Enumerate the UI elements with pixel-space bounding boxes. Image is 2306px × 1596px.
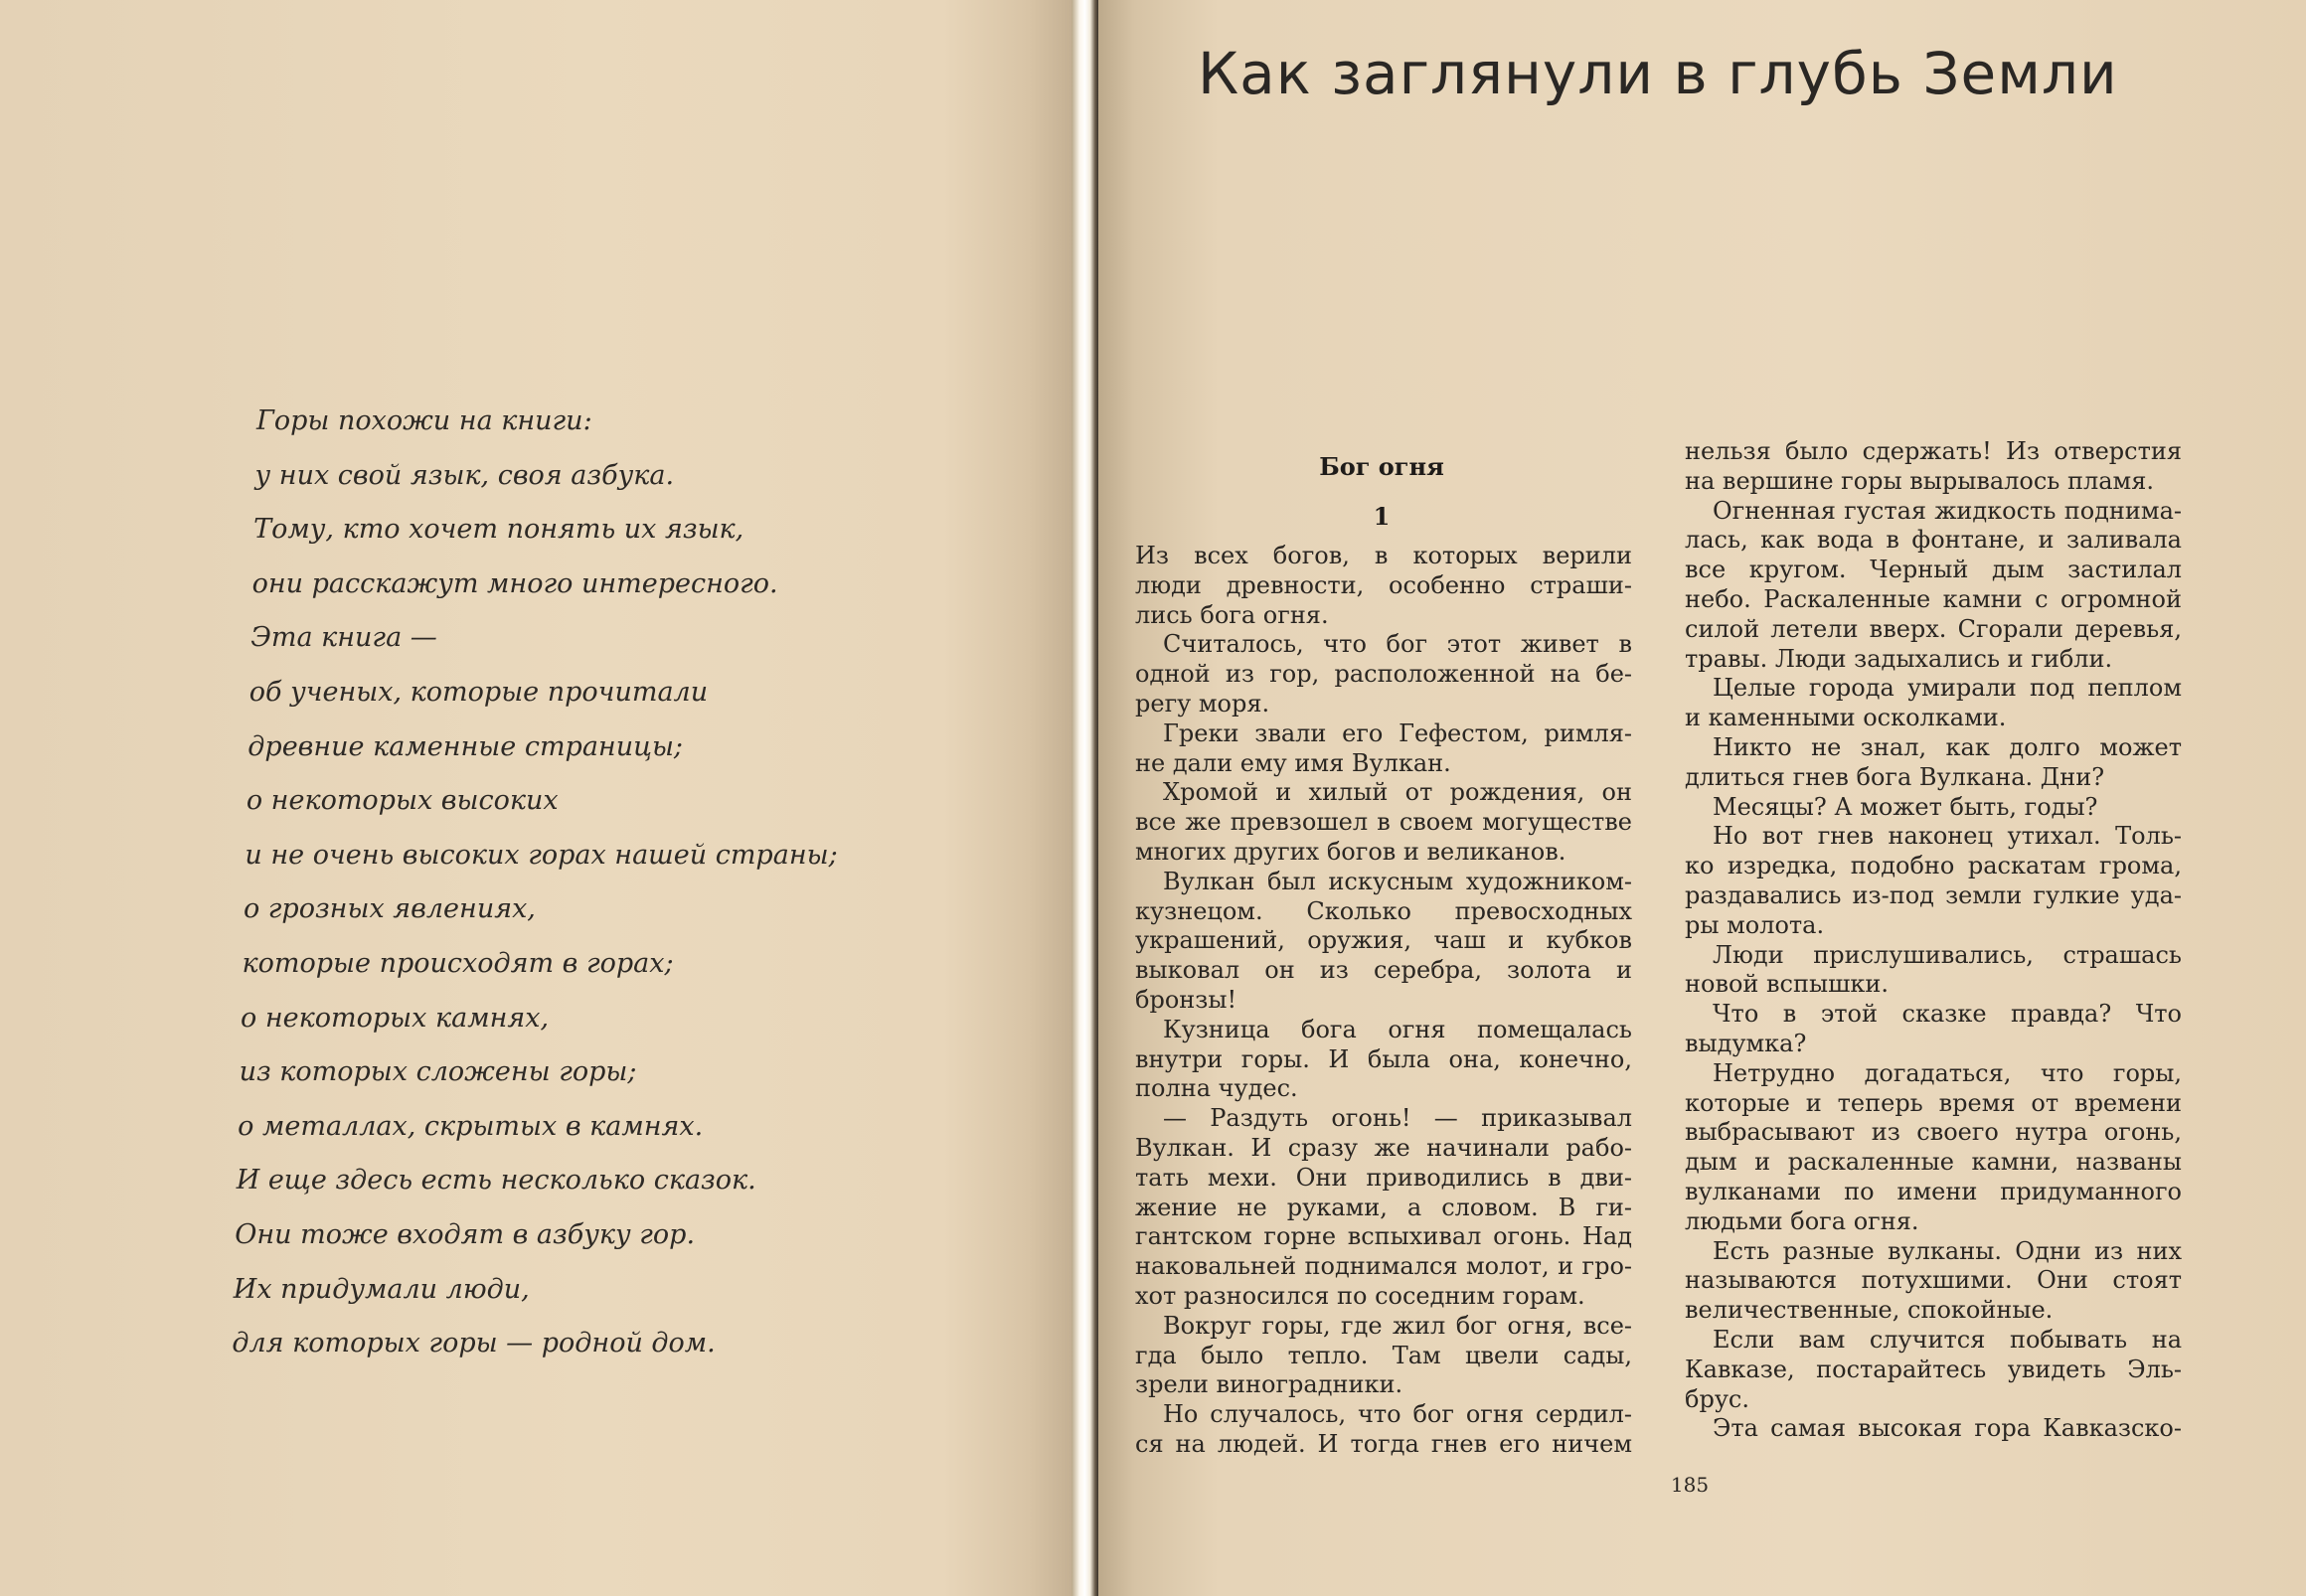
text-line: регу моря. [1135,690,1270,718]
text-line: многих других богов и великанов. [1135,838,1566,866]
text-line: люди древности, особенно страши- [1135,570,1632,599]
text-line: нельзя было сдержать! Из отверстия [1685,437,2182,465]
text-line: вулканами по имени придуманного [1685,1178,2182,1205]
verse-line: о некоторых высоких [246,785,559,817]
text-line: небо. Раскаленные камни с огромной [1685,585,2182,613]
text-line: длиться гнев бога Вулкана. Дни? [1685,762,2105,791]
text-line: лись бога огня. [1135,600,1329,629]
text-line: Из всех богов, в которых верили [1135,542,1632,569]
text-line: Что в этой сказке правда? Что [1713,1000,2182,1029]
text-line: ры молота. [1685,910,1825,939]
text-line: Кавказе, постарайтесь увидеть Эль- [1685,1355,2182,1383]
text-line: людьми бога огня. [1685,1206,1919,1235]
text-line: Целые города умирали под пеплом [1713,674,2182,703]
verse-line: Они тоже входят в азбуку гор. [235,1219,696,1250]
section-number: 1 [1373,502,1391,531]
text-line: Вокруг горы, где жил бог огня, все- [1163,1311,1632,1340]
verse-line: о металлах, скрытых в камнях. [238,1110,704,1142]
text-line: жение не руками, а словом. В ги- [1135,1193,1632,1221]
verse-line: о некоторых камнях, [241,1002,550,1034]
text-line: все кругом. Черный дым застилал [1685,556,2182,584]
verse-line: и не очень высоких горах нашей страны; [245,839,838,871]
page-number: 185 [1670,1473,1710,1497]
text-line: которые и теперь время от времени [1685,1088,2182,1117]
text-line: Считалось, что бог этот живет в [1163,630,1632,659]
text-line: Огненная густая жидкость поднима- [1713,496,2182,525]
text-line: ко изредка, подобно раскатам грома, [1685,852,2182,880]
book-gutter [1071,0,1098,1596]
text-line: кузнецом. Сколько превосходных [1135,896,1632,925]
text-line: Хромой и хилый от рождения, он [1163,778,1632,807]
text-line: Греки звали его Гефестом, римля- [1163,718,1632,747]
text-line: Эта самая высокая гора Кавказско- [1713,1414,2182,1443]
text-line: Никто не знал, как долго может [1713,733,2182,761]
text-line: украшений, оружия, чаш и кубков [1135,926,1632,955]
text-line: зрели виноградники. [1135,1370,1403,1399]
text-line: хот разносился по соседним горам. [1135,1282,1585,1310]
text-line: Месяцы? А может быть, годы? [1713,792,2098,821]
verse-line: Эта книга — [250,622,437,654]
text-line: новой вспышки. [1685,970,1890,999]
text-line: гда было тепло. Там цвели сады, [1135,1341,1632,1369]
text-line: полна чудес. [1135,1074,1298,1103]
text-line: гантском горне вспыхивал огонь. Над [1135,1222,1632,1251]
text-line: выдумка? [1685,1030,1807,1057]
text-line: Вулкан был искусным художником- [1163,867,1632,895]
text-line: Но вот гнев наконец утихал. Толь- [1713,822,2182,851]
verse-line: об ученых, которые прочитали [248,677,709,708]
text-line: дым и раскаленные камни, названы [1685,1148,2182,1177]
text-line: наковальней поднимался молот, и гро- [1135,1252,1632,1281]
text-line: не дали ему имя Вулкан. [1135,748,1451,777]
section-title: Бог огня [1319,452,1444,481]
text-line: тать мехи. Они приводились в дви- [1135,1163,1632,1192]
text-line: раздавались из-под земли гулкие уда- [1685,881,2182,909]
text-line: выковал он из серебра, золота и [1135,956,1632,985]
text-line: называются потухшими. Они стоят [1685,1266,2182,1295]
verse-line: они расскажут много интересного. [251,567,778,599]
text-line: и каменными осколками. [1685,704,2007,732]
verse-line: Тому, кто хочет понять их язык, [253,514,744,546]
text-line: Вулкан. И сразу же начинали рабо- [1135,1134,1632,1162]
text-line: — Раздуть огонь! — приказывал [1163,1104,1632,1133]
text-line: Но случалось, что бог огня сердил- [1163,1400,1632,1429]
text-line: силой летели вверх. Сгорали деревья, [1685,614,2182,643]
text-line: все же превзошел в своем могуществе [1135,808,1632,837]
text-line: выбрасывают из своего нутра огонь, [1685,1118,2182,1147]
verse-line: у них свой язык, своя азбука. [254,459,675,491]
text-line: Если вам случится побывать на [1713,1326,2182,1354]
text-line: на вершине горы вырывалось пламя. [1685,466,2154,495]
text-line: Люди прислушивались, страшась [1713,940,2182,969]
verse-line: из которых сложены горы; [239,1056,637,1088]
text-line: Нетрудно догадаться, что горы, [1713,1058,2182,1087]
text-line: травы. Люди задыхались и гибли. [1685,644,2113,673]
text-line: Кузница бога огня помещалась [1163,1015,1632,1043]
verse-line: о грозных явлениях, [243,893,536,925]
text-line: внутри горы. И была она, конечно, [1135,1044,1632,1073]
text-line: бронзы! [1135,986,1237,1014]
text-line: величественные, спокойные. [1685,1296,2054,1325]
chapter-heading: Как заглянули в глубь Земли [1198,40,2118,107]
verse-line: которые происходят в горах; [242,948,674,979]
text-line: брус. [1685,1384,1750,1413]
text-line: Есть разные вулканы. Одни из них [1713,1236,2182,1265]
text-line: одной из гор, расположенной на бе- [1135,660,1632,689]
verse-line: Горы похожи на книги: [256,405,592,436]
text-line: лась, как вода в фонтане, и заливала [1685,526,2182,555]
verse-line: И еще здесь есть несколько сказок. [236,1165,756,1197]
text-line: ся на людей. И тогда гнев его ничем [1135,1430,1632,1458]
verse-line: древние каменные страницы; [247,730,684,762]
verse-line: для которых горы — родной дом. [232,1328,716,1359]
verse-line: Их придумали люди, [233,1273,530,1305]
